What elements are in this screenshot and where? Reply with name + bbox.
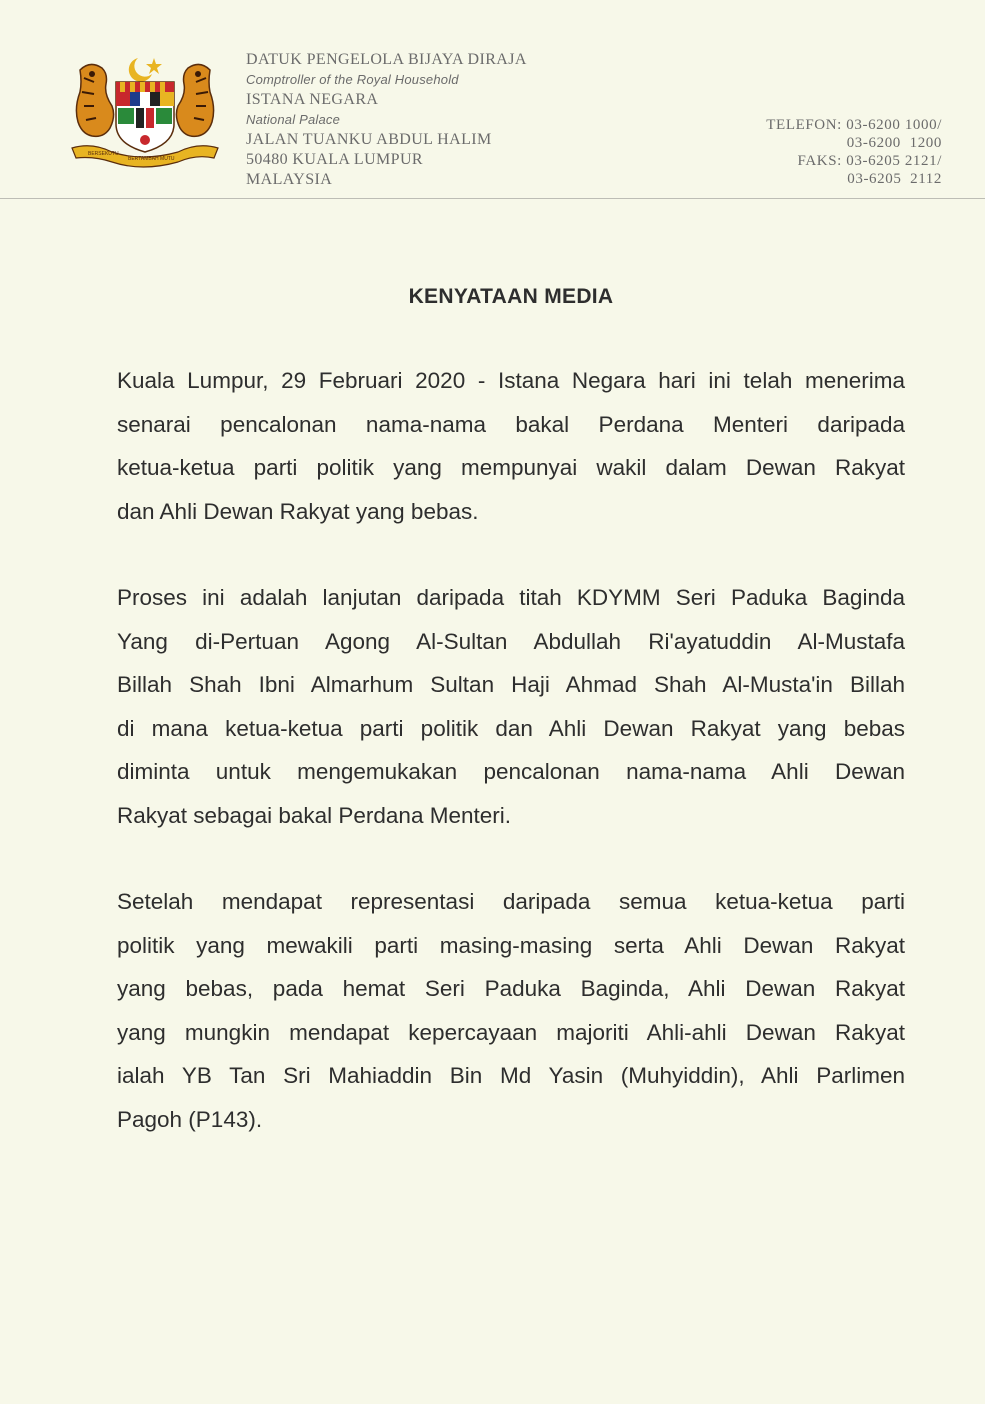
paragraph-line: Yang di-Pertuan Agong Al-Sultan Abdullah Ri'ayatuddin Al-Mustafa	[117, 628, 905, 654]
paragraph-line: Setelah mendapat representasi daripada semua ketua-ketua parti	[117, 889, 905, 914]
address-line: ISTANA NEGARA	[246, 91, 379, 108]
contact-line: 03-6200 1200	[846, 135, 942, 151]
address-line: MALAYSIA	[246, 171, 333, 188]
paragraph-line: diminta untuk mengemukakan pencalonan nama-nama Ahli Dewan	[117, 759, 905, 784]
document-title: KENYATAAN MEDIA	[408, 285, 614, 308]
crest-banner-right: BERTAMBAH MUTU	[128, 156, 175, 162]
contact-line: 03-6205 2112	[847, 171, 942, 187]
paragraph-line: yang mungkin mendapat kepercayaan majoriti Ahli-ahli Dewan Rakyat	[117, 1019, 905, 1045]
address-line: National Palace	[246, 112, 341, 127]
contact-line: TELEFON: 03-6200 1000/	[766, 117, 942, 133]
crest-banner-left: BERSEKUTU	[88, 151, 119, 157]
paragraph-line: ialah YB Tan Sri Mahiaddin Bin Md Yasin (Muhyiddin), Ahli Parlimen	[117, 1063, 905, 1088]
paragraph-line: Proses ini adalah lanjutan daripada titah KDYMM Seri Paduka Baginda	[117, 585, 905, 610]
malaysia-coat-of-arms-icon	[66, 52, 224, 170]
paragraphs	[117, 359, 905, 1141]
letterhead-divider	[0, 198, 985, 199]
contact-info	[766, 116, 942, 188]
paragraph	[117, 359, 905, 533]
paragraph-line: Rakyat sebagai bakal Perdana Menteri.	[117, 802, 511, 828]
document-body	[117, 282, 905, 1184]
paragraph-line: Pagoh (P143).	[117, 1106, 263, 1132]
contact-line: FAKS: 03-6205 2121/	[797, 153, 942, 169]
paragraph-line: Kuala Lumpur, 29 Februari 2020 - Istana Negara hari ini telah menerima	[117, 368, 905, 393]
paragraph-line: ketua-ketua parti politik yang mempunyai wakil dalam Dewan Rakyat	[117, 455, 905, 480]
paragraph-line: senarai pencalonan nama-nama bakal Perdana Menteri daripada	[117, 411, 905, 437]
paragraph-line: Billah Shah Ibni Almarhum Sultan Haji Ahmad Shah Al-Musta'in Billah	[117, 672, 905, 697]
letterhead	[0, 0, 985, 200]
paragraph-line: politik yang mewakili parti masing-masing serta Ahli Dewan Rakyat	[117, 932, 905, 958]
paragraph	[117, 576, 905, 837]
address-line: 50480 KUALA LUMPUR	[246, 151, 423, 168]
paragraph-line: di mana ketua-ketua parti politik dan Ahli Dewan Rakyat yang bebas	[117, 715, 905, 741]
address-line: Comptroller of the Royal Household	[246, 72, 459, 87]
paragraph-line: yang bebas, pada hemat Seri Paduka Baginda, Ahli Dewan Rakyat	[117, 976, 905, 1001]
paragraph-line: dan Ahli Dewan Rakyat yang bebas.	[117, 498, 479, 524]
address-line: JALAN TUANKU ABDUL HALIM	[246, 131, 492, 148]
address-line: DATUK PENGELOLA BIJAYA DIRAJA	[246, 51, 527, 68]
sender-address	[246, 50, 527, 190]
paragraph	[117, 880, 905, 1141]
